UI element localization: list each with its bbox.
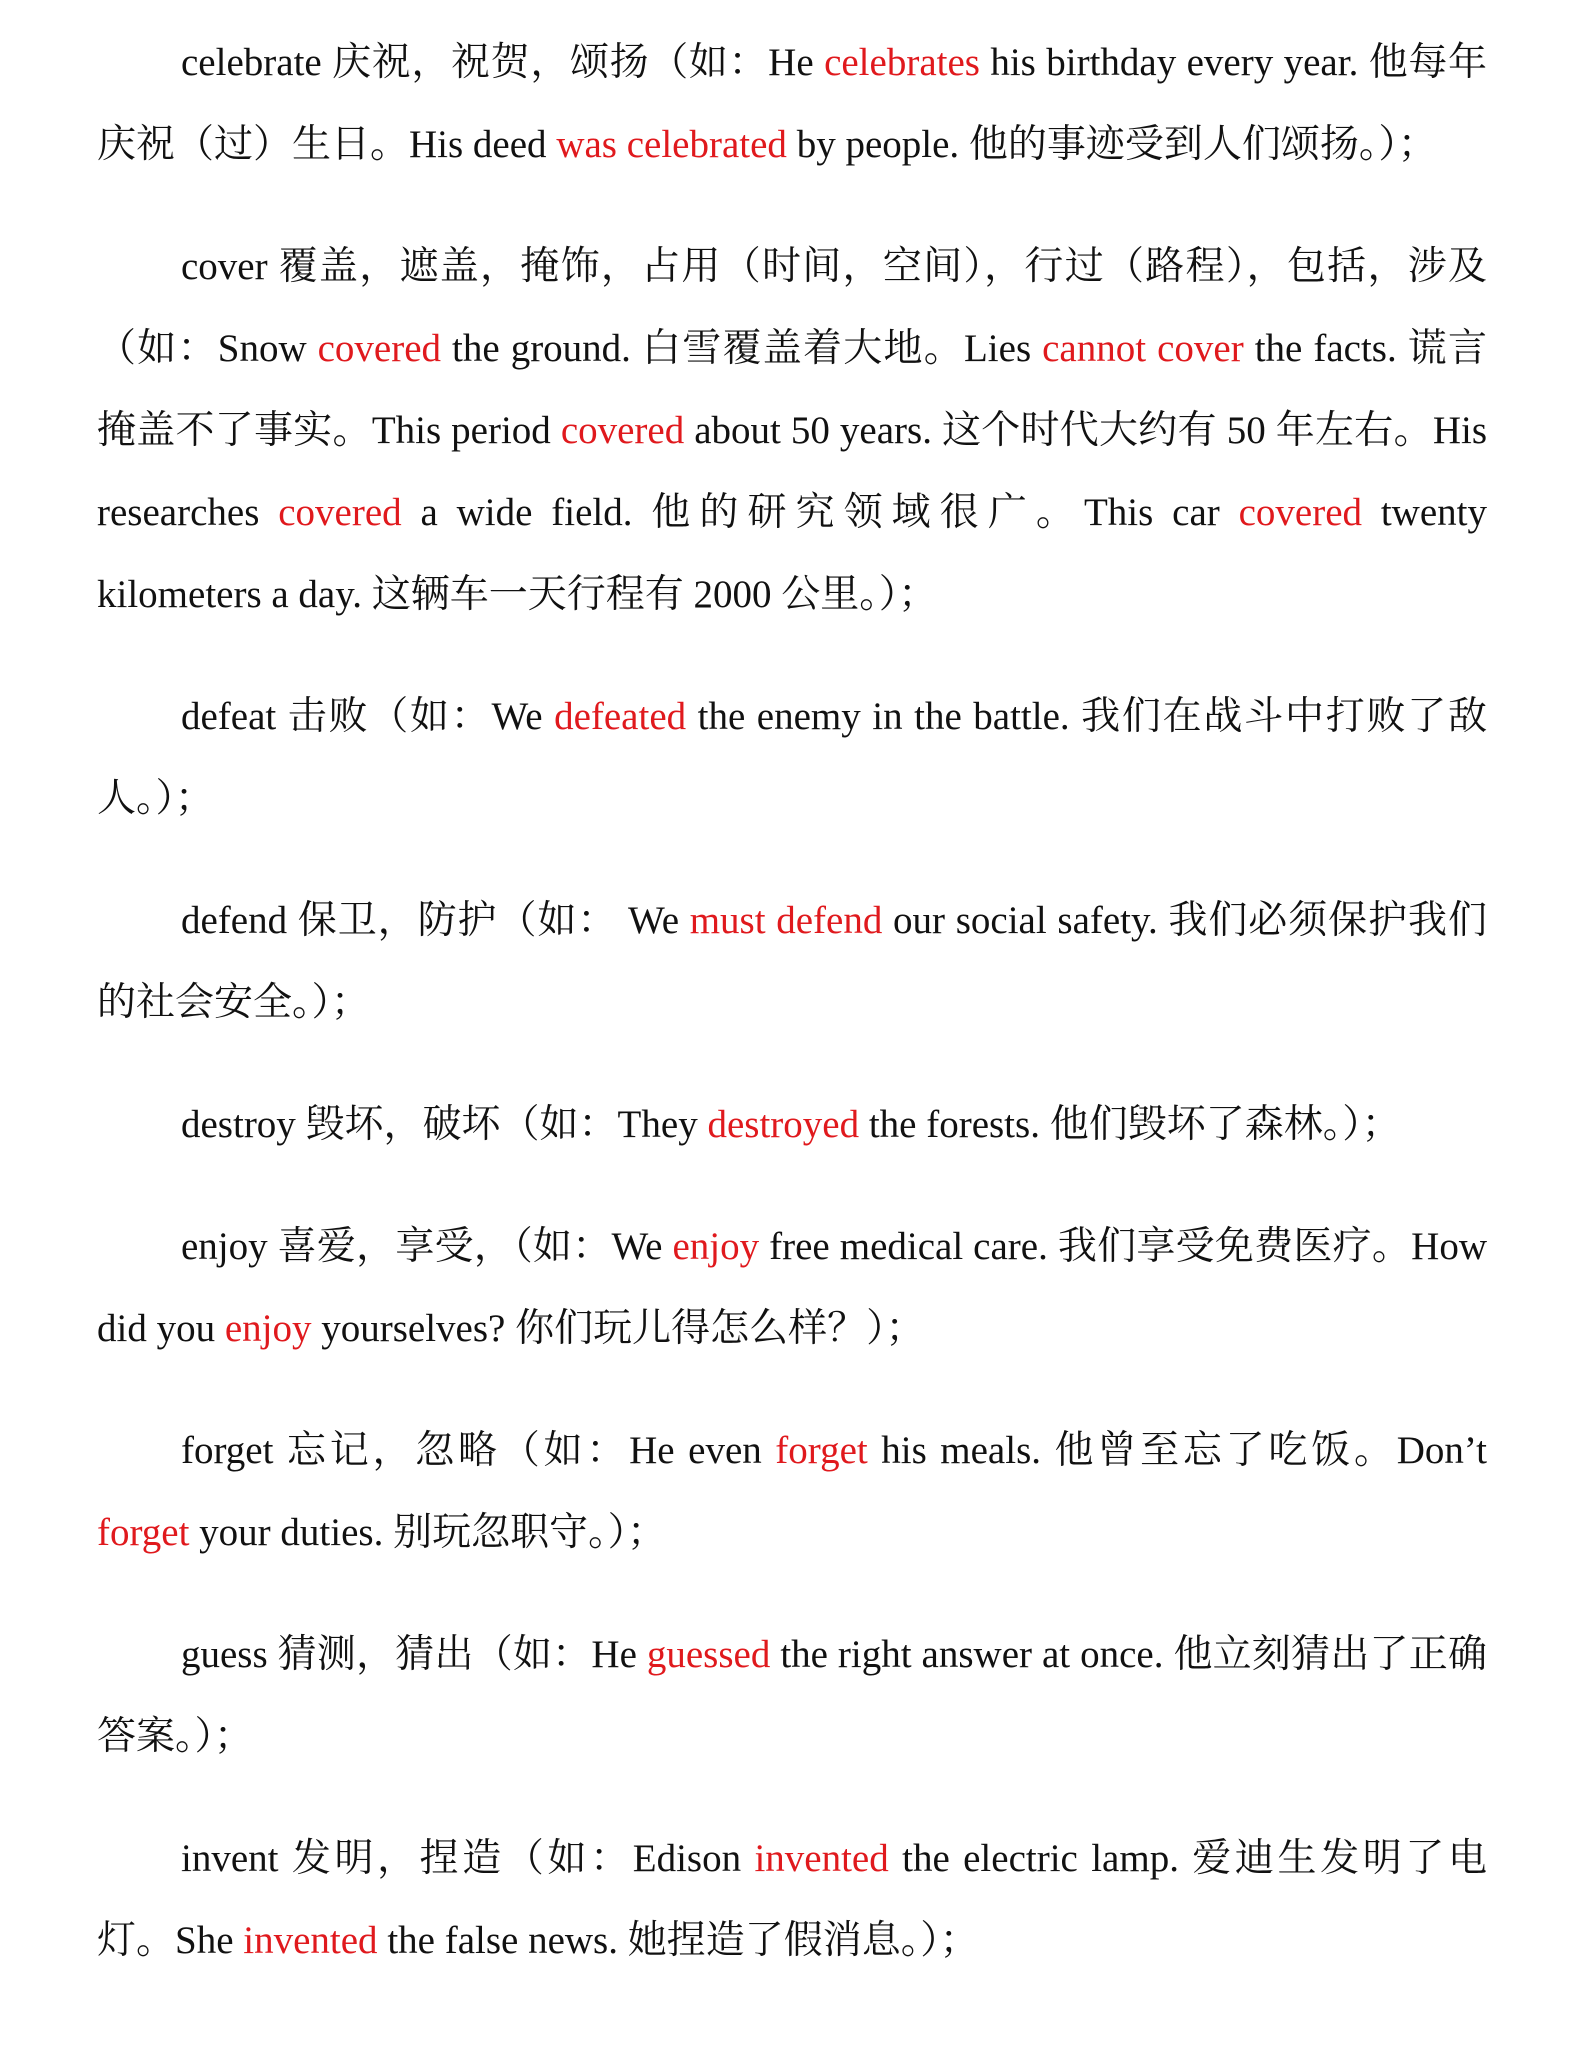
highlighted-example-word: invented <box>754 1837 889 1880</box>
entry-defend <box>97 880 1487 1044</box>
entry-text: the ground. 白雪覆盖着大地。Lies <box>441 327 1043 370</box>
entry-text: celebrate 庆祝，祝贺，颂扬（如：He <box>181 41 825 84</box>
highlighted-example-word: covered <box>560 409 685 452</box>
entry-text: enjoy 喜爱，享受，（如：We <box>181 1225 673 1268</box>
highlighted-example-word: was celebrated <box>556 123 787 166</box>
entry-text: guess 猜测，猜出（如：He <box>181 1633 647 1676</box>
highlighted-example-word: enjoy <box>672 1225 760 1268</box>
entry-text: a wide field. 他的研究领域很广。This car <box>401 491 1239 534</box>
highlighted-example-word: covered <box>278 491 402 534</box>
entry-enjoy <box>97 1206 1487 1370</box>
highlighted-example-word: forget <box>97 1511 190 1554</box>
highlighted-example-word: celebrates <box>824 41 980 84</box>
entry-text: your duties. 别玩忽职守。）； <box>189 1511 667 1554</box>
entry-text: our social safety. 我们必须保护我们的社会安全。）； <box>97 899 1487 1024</box>
highlighted-example-word: must defend <box>689 899 883 942</box>
highlighted-example-word: enjoy <box>224 1307 312 1350</box>
entry-text: free medical care. 我们享受免费医疗。How did you <box>97 1225 1487 1350</box>
entry-text: invent 发明，捏造（如：Edison <box>181 1837 755 1880</box>
entry-forget <box>97 1410 1487 1574</box>
entry-celebrate <box>97 22 1487 186</box>
entry-text: defend 保卫，防护（如： We <box>181 899 690 942</box>
highlighted-example-word: covered <box>317 327 442 370</box>
entry-text: yourselves? 你们玩儿得怎么样？）； <box>311 1307 925 1350</box>
entry-text: the false news. 她捏造了假消息。）； <box>377 1919 979 1962</box>
entry-text: forget 忘记，忽略（如：He even <box>181 1429 776 1472</box>
entry-text: destroy 毁坏，破坏（如：They <box>181 1103 708 1146</box>
entry-text: the enemy in the battle. 我们在战斗中打败了敌人。）； <box>97 695 1487 820</box>
entry-text: the forests. 他们毁坏了森林。）； <box>859 1103 1401 1146</box>
entry-text: twenty kilometers a day. 这辆车一天行程有 2000 公里。）； <box>97 491 1487 616</box>
entry-destroy <box>97 1084 1487 1166</box>
entry-text: by people. 他的事迹受到人们颂扬。）； <box>786 123 1437 166</box>
highlighted-example-word: destroyed <box>707 1103 860 1146</box>
entry-text: the electric lamp. 爱迪生发明了电灯。She <box>97 1837 1487 1962</box>
entry-text: the facts. 谎言掩盖不了事实。This period <box>97 327 1487 452</box>
highlighted-example-word: forget <box>775 1429 868 1472</box>
entry-text: the right answer at once. 他立刻猜出了正确答案。）； <box>97 1633 1487 1758</box>
entry-text: about 50 years. 这个时代大约有 50 年左右。His researches <box>97 409 1488 534</box>
highlighted-example-word: invented <box>243 1919 378 1962</box>
vocabulary-list <box>97 22 1487 1982</box>
entry-text: his meals. 他曾至忘了吃饭。Don’t <box>867 1429 1488 1472</box>
highlighted-example-word: cannot cover <box>1042 327 1244 370</box>
entry-text: his birthday every year. 他每年庆祝（过）生日。His deed <box>97 41 1488 166</box>
entry-cover <box>97 226 1487 636</box>
highlighted-example-word: guessed <box>646 1633 771 1676</box>
entry-guess <box>97 1614 1487 1778</box>
entry-text: cover 覆盖，遮盖，掩饰，占用（时间，空间），行过（路程），包括，涉及（如：Snow <box>97 245 1487 370</box>
highlighted-example-word: covered <box>1238 491 1363 534</box>
highlighted-example-word: defeated <box>554 695 687 738</box>
entry-defeat <box>97 676 1487 840</box>
entry-invent <box>97 1818 1487 1982</box>
entry-text: defeat 击败（如：We <box>181 695 555 738</box>
